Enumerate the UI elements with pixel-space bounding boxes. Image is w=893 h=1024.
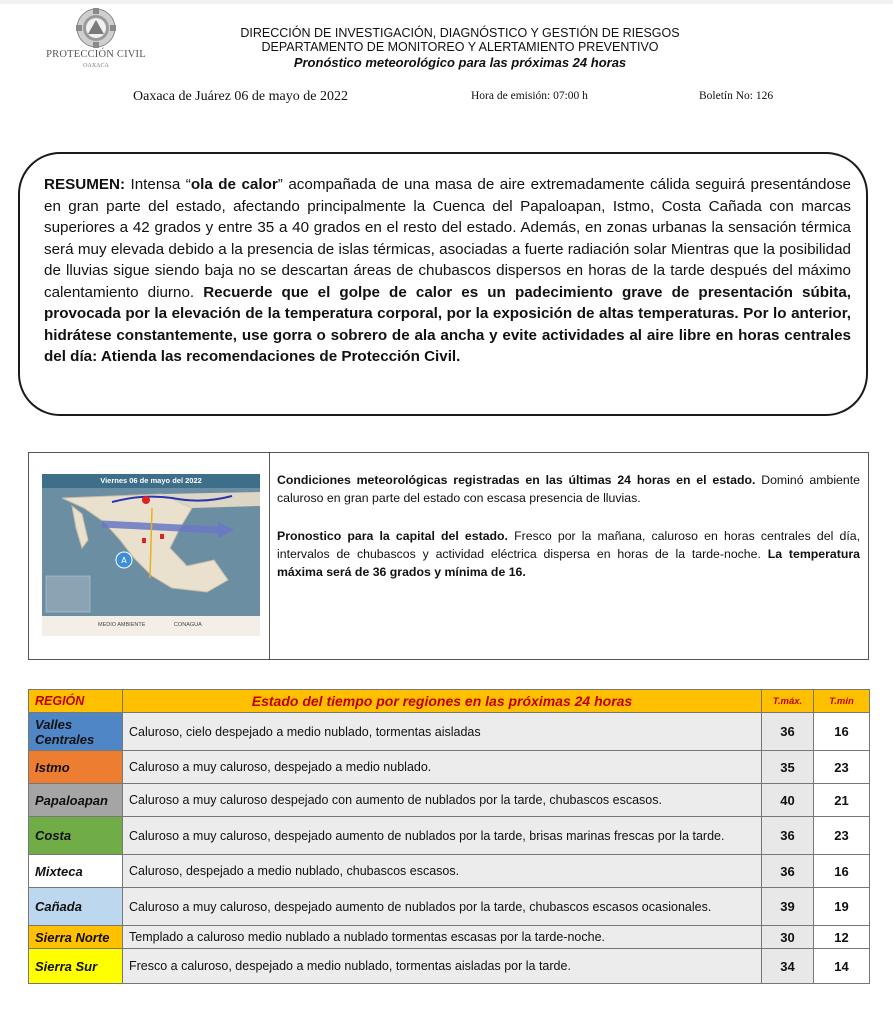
- summary-label: RESUMEN:: [44, 176, 126, 193]
- table-row: [29, 926, 870, 949]
- summary-text: [44, 174, 851, 368]
- header-tmin: T.min: [814, 690, 870, 713]
- header-line-1: DIRECCIÓN DE INVESTIGACIÓN, DIAGNÓSTICO Y GESTIÓN DE RIESGOS: [240, 26, 680, 40]
- table-row: [29, 751, 870, 784]
- region-tmax: 34: [762, 949, 814, 984]
- region-forecast: Caluroso a muy caluroso despejado con aumento de nublados por la tarde, chubascos escasos.: [123, 784, 762, 817]
- table-row: [29, 784, 870, 817]
- region-tmin: 12: [814, 926, 870, 949]
- region-forecast: Caluroso a muy caluroso, despejado a medio nublado.: [123, 751, 762, 784]
- header-line-3: Pronóstico meteorológico para las próximas 24 horas: [293, 55, 627, 70]
- region-tmin: 23: [814, 817, 870, 855]
- summary-part-2: ” acompañada de una masa de aire extremadamente cálida seguirá presentándose en gran parte del estado, afectando principalmente la Cuenca del Papaloapan, Istmo, Costa Cañada con marcas superiores a 42 grados y entre 35 a 40 grados en el resto del estado. Además, en zonas urbanas la sensación térmica será muy elevada debido a la presencia de islas térmicas, asociadas a fuerte radiación solar Mientras que la posibilidad de lluvias sigue siendo baja no se descartan áreas de chubascos dispersos en horas de la tarde después del máximo calentamiento diurno.: [44, 176, 851, 301]
- conditions-heading: Condiciones meteorológicas registradas en las últimas 24 horas en el estado.: [277, 473, 756, 487]
- bulletin-number: Boletín No: 126: [699, 90, 774, 102]
- issue-date: Oaxaca de Juárez 06 de mayo de 2022: [133, 89, 348, 104]
- region-tmax: 36: [762, 855, 814, 888]
- summary-warning: Recuerde que el golpe de calor es un padecimiento grave de presentación súbita, provocada por la elevación de la temperatura corporal, por la exposición de altas temperaturas. Por lo anterior, hidrátese constantemente, use gorra o sobrero de ala ancha y evite actividades al aire libre en horas centrales del día: Atienda las recomendaciones de Protección Civil.: [44, 283, 852, 365]
- mexico-map-icon: [42, 488, 260, 616]
- logo-text: PROTECCIÓN CIVIL: [46, 49, 146, 60]
- header-state: Estado del tiempo por regiones en las próximas 24 horas: [123, 690, 762, 713]
- capital-forecast: [277, 527, 860, 581]
- region-tmin: 21: [814, 784, 870, 817]
- table-row: [29, 817, 870, 855]
- region-tmax: 35: [762, 751, 814, 784]
- region-forecast: Fresco a caluroso, despejado a medio nublado, tormentas aisladas por la tarde.: [123, 949, 762, 984]
- region-name: Sierra Norte: [29, 926, 123, 949]
- region-tmin: 14: [814, 949, 870, 984]
- weather-map: [42, 474, 260, 636]
- capital-forecast-heading: Pronostico para la capital del estado.: [277, 529, 508, 543]
- region-tmax: 30: [762, 926, 814, 949]
- region-name: Cañada: [29, 888, 123, 926]
- table-row: [29, 713, 870, 751]
- region-name: Papaloapan: [29, 784, 123, 817]
- region-name: Costa: [29, 817, 123, 855]
- summary-bold-1: ola de calor: [190, 176, 278, 193]
- region-tmin: 16: [814, 713, 870, 751]
- conditions-text: Dominó ambiente caluroso en gran parte del estado con escasa presencia de lluvias.: [277, 473, 860, 505]
- conditions-last-24h: [277, 471, 860, 507]
- table-row: [29, 949, 870, 984]
- region-tmin: 16: [814, 855, 870, 888]
- logo-emblem-icon: [46, 7, 146, 51]
- region-tmax: 36: [762, 817, 814, 855]
- proteccion-civil-logo: [46, 7, 146, 73]
- region-forecast: Caluroso, cielo despejado a medio nublado, tormentas aisladas: [123, 713, 762, 751]
- header-tmax: T.máx.: [762, 690, 814, 713]
- region-forecast: Caluroso a muy caluroso, despejado aumento de nublados por la tarde, chubascos escasos ocasionales.: [123, 888, 762, 926]
- region-forecast: Templado a caluroso medio nublado a nublado tormentas escasas por la tarde-noche.: [123, 926, 762, 949]
- table-row: [29, 855, 870, 888]
- region-name: Mixteca: [29, 855, 123, 888]
- region-tmax: 39: [762, 888, 814, 926]
- regions-table: [28, 689, 870, 984]
- region-name: Istmo: [29, 751, 123, 784]
- region-tmax: 40: [762, 784, 814, 817]
- logo-subtext: OAXACA: [83, 63, 109, 69]
- table-row: [29, 888, 870, 926]
- capital-forecast-temps: La temperatura máxima será de 36 grados y mínima de 16.: [277, 547, 861, 579]
- map-footer: [42, 616, 260, 636]
- map-title: Viernes 06 de mayo del 2022: [42, 474, 260, 488]
- map-footer-right: CONAGUA: [174, 622, 202, 628]
- top-border: [0, 0, 893, 4]
- region-forecast: Caluroso, despejado a medio nublado, chubascos escasos.: [123, 855, 762, 888]
- svg-text:A: A: [121, 556, 127, 565]
- region-tmin: 23: [814, 751, 870, 784]
- region-forecast: Caluroso a muy caluroso, despejado aumento de nublados por la tarde, brisas marinas frescas por la tarde.: [123, 817, 762, 855]
- emission-time: Hora de emisión: 07:00 h: [471, 90, 588, 102]
- region-name: Sierra Sur: [29, 949, 123, 984]
- region-tmax: 36: [762, 713, 814, 751]
- conditions-divider: [269, 452, 270, 660]
- header-line-2: DEPARTAMENTO DE MONITOREO Y ALERTAMIENTO PREVENTIVO: [261, 40, 659, 54]
- table-header-row: [29, 690, 870, 713]
- capital-forecast-text: Fresco por la mañana, caluroso en horas centrales del día, intervalos de chubascos y actividad eléctrica dispersa en horas de la tarde-noche.: [277, 529, 860, 561]
- map-footer-left: MEDIO AMBIENTE: [98, 622, 146, 628]
- region-name: Valles Centrales: [29, 713, 123, 751]
- summary-part-1: Intensa “: [125, 176, 191, 193]
- header-region: REGIÓN: [29, 690, 123, 713]
- region-tmin: 19: [814, 888, 870, 926]
